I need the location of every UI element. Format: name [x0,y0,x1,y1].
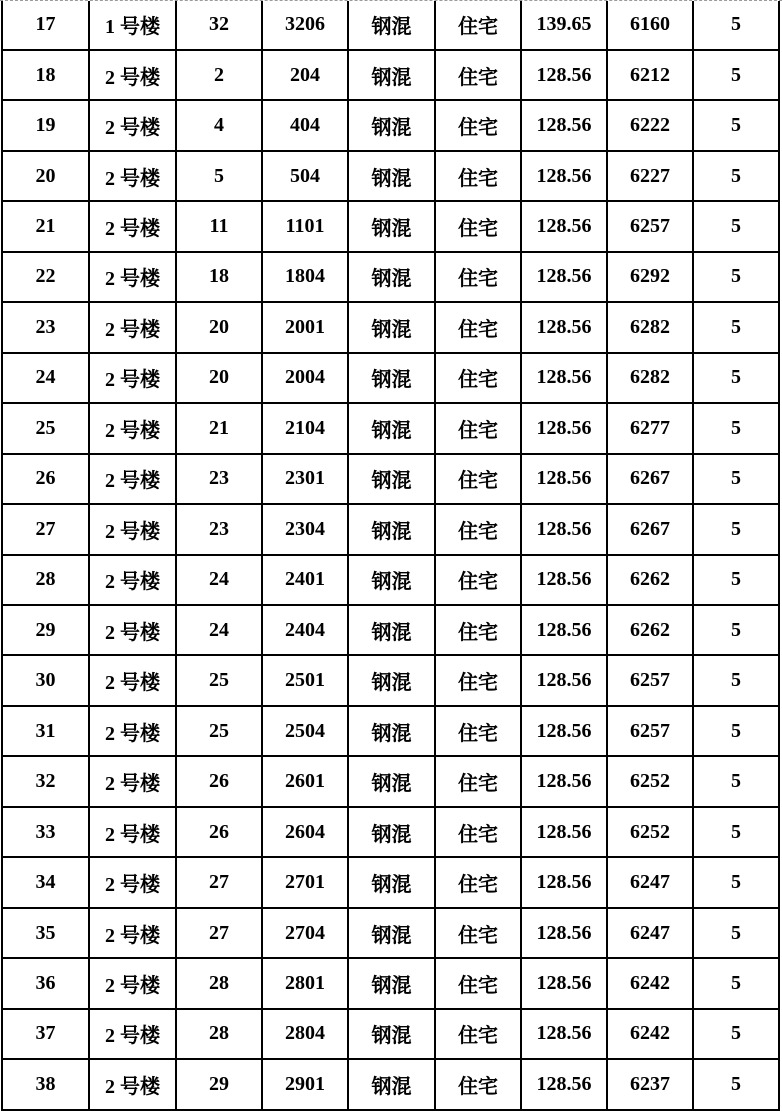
cell-floor-number: 21 [176,403,262,453]
cell-floor-number: 20 [176,353,262,403]
cell-serial-number: 19 [2,100,89,150]
cell-structure-type: 钢混 [348,403,435,453]
table-row [2,252,779,302]
cell-unit-price: 6277 [607,403,693,453]
cell-serial-number: 21 [2,201,89,251]
cell-serial-number: 27 [2,504,89,554]
table-row [2,1059,779,1110]
cell-building-name: 2 号楼 [89,100,176,150]
cell-floor-number: 20 [176,302,262,352]
cell-building-name: 2 号楼 [89,555,176,605]
cell-serial-number: 30 [2,655,89,705]
cell-area: 128.56 [521,958,607,1008]
cell-area: 128.56 [521,50,607,100]
cell-remark: 5 [693,151,779,201]
cell-structure-type: 钢混 [348,252,435,302]
cell-floor-number: 28 [176,1009,262,1059]
cell-floor-number: 27 [176,857,262,907]
table-row [2,151,779,201]
cell-remark: 5 [693,555,779,605]
cell-building-name: 2 号楼 [89,252,176,302]
cell-floor-number: 27 [176,908,262,958]
cell-floor-number: 29 [176,1059,262,1110]
cell-remark: 5 [693,454,779,504]
cell-serial-number: 17 [2,1,89,50]
table-row [2,555,779,605]
cell-remark: 5 [693,857,779,907]
table-row [2,201,779,251]
cell-unit-price: 6160 [607,1,693,50]
cell-usage-type: 住宅 [435,100,521,150]
cell-floor-number: 25 [176,706,262,756]
cell-usage-type: 住宅 [435,605,521,655]
cell-room-number: 2401 [262,555,348,605]
cell-remark: 5 [693,655,779,705]
cell-remark: 5 [693,706,779,756]
table-row [2,403,779,453]
cell-structure-type: 钢混 [348,807,435,857]
cell-room-number: 2104 [262,403,348,453]
cell-remark: 5 [693,302,779,352]
cell-building-name: 2 号楼 [89,50,176,100]
cell-remark: 5 [693,605,779,655]
cell-usage-type: 住宅 [435,302,521,352]
cell-area: 128.56 [521,302,607,352]
cell-area: 128.56 [521,807,607,857]
cell-serial-number: 28 [2,555,89,605]
cell-unit-price: 6252 [607,807,693,857]
cell-building-name: 2 号楼 [89,958,176,1008]
table-row [2,958,779,1008]
cell-floor-number: 25 [176,655,262,705]
table-row [2,50,779,100]
cell-unit-price: 6282 [607,353,693,403]
cell-usage-type: 住宅 [435,756,521,806]
cell-structure-type: 钢混 [348,201,435,251]
cell-floor-number: 26 [176,756,262,806]
cell-serial-number: 18 [2,50,89,100]
cell-remark: 5 [693,958,779,1008]
cell-room-number: 3206 [262,1,348,50]
cell-room-number: 2301 [262,454,348,504]
cell-building-name: 2 号楼 [89,1059,176,1110]
cell-unit-price: 6247 [607,857,693,907]
cell-serial-number: 29 [2,605,89,655]
cell-area: 128.56 [521,353,607,403]
cell-floor-number: 28 [176,958,262,1008]
table-row [2,302,779,352]
cell-usage-type: 住宅 [435,1059,521,1110]
cell-floor-number: 4 [176,100,262,150]
cell-remark: 5 [693,504,779,554]
cell-floor-number: 23 [176,504,262,554]
cell-room-number: 2304 [262,504,348,554]
cell-building-name: 2 号楼 [89,1009,176,1059]
cell-structure-type: 钢混 [348,1,435,50]
table-row [2,605,779,655]
cell-remark: 5 [693,1,779,50]
cell-usage-type: 住宅 [435,958,521,1008]
cell-room-number: 2804 [262,1009,348,1059]
cell-structure-type: 钢混 [348,1059,435,1110]
cell-room-number: 2704 [262,908,348,958]
cell-room-number: 204 [262,50,348,100]
cell-room-number: 2801 [262,958,348,1008]
cell-unit-price: 6262 [607,605,693,655]
cell-area: 128.56 [521,1059,607,1110]
table-row [2,353,779,403]
cell-usage-type: 住宅 [435,706,521,756]
cell-structure-type: 钢混 [348,605,435,655]
cell-structure-type: 钢混 [348,857,435,907]
cell-floor-number: 18 [176,252,262,302]
cell-usage-type: 住宅 [435,201,521,251]
housing-price-table [1,1,780,1111]
cell-room-number: 504 [262,151,348,201]
cell-unit-price: 6267 [607,504,693,554]
cell-floor-number: 23 [176,454,262,504]
cell-serial-number: 23 [2,302,89,352]
table-row [2,756,779,806]
cell-room-number: 2901 [262,1059,348,1110]
cell-area: 128.56 [521,555,607,605]
cell-floor-number: 24 [176,555,262,605]
cell-floor-number: 32 [176,1,262,50]
table-row [2,1009,779,1059]
table-row [2,504,779,554]
cell-usage-type: 住宅 [435,857,521,907]
table-row [2,100,779,150]
table-row [2,857,779,907]
cell-serial-number: 24 [2,353,89,403]
cell-unit-price: 6212 [607,50,693,100]
cell-unit-price: 6267 [607,454,693,504]
table-row [2,655,779,705]
table-row [2,908,779,958]
cell-building-name: 2 号楼 [89,706,176,756]
cell-building-name: 2 号楼 [89,302,176,352]
cell-building-name: 2 号楼 [89,151,176,201]
cell-area: 128.56 [521,151,607,201]
cell-building-name: 2 号楼 [89,756,176,806]
cell-area: 128.56 [521,252,607,302]
cell-area: 128.56 [521,857,607,907]
cell-room-number: 2004 [262,353,348,403]
cell-usage-type: 住宅 [435,1,521,50]
cell-serial-number: 32 [2,756,89,806]
cell-remark: 5 [693,1059,779,1110]
cell-room-number: 2501 [262,655,348,705]
table-body [2,1,779,1110]
cell-area: 128.56 [521,756,607,806]
cell-room-number: 2601 [262,756,348,806]
cell-remark: 5 [693,252,779,302]
cell-structure-type: 钢混 [348,756,435,806]
cell-structure-type: 钢混 [348,50,435,100]
cell-serial-number: 25 [2,403,89,453]
cell-structure-type: 钢混 [348,908,435,958]
table-row [2,807,779,857]
cell-room-number: 404 [262,100,348,150]
cell-structure-type: 钢混 [348,555,435,605]
cell-unit-price: 6257 [607,655,693,705]
cell-structure-type: 钢混 [348,302,435,352]
cell-building-name: 2 号楼 [89,605,176,655]
cell-structure-type: 钢混 [348,151,435,201]
cell-floor-number: 26 [176,807,262,857]
cell-serial-number: 35 [2,908,89,958]
cell-structure-type: 钢混 [348,454,435,504]
cell-remark: 5 [693,201,779,251]
cell-floor-number: 11 [176,201,262,251]
cell-structure-type: 钢混 [348,100,435,150]
table-row [2,1,779,50]
cell-unit-price: 6257 [607,201,693,251]
cell-serial-number: 22 [2,252,89,302]
cell-unit-price: 6252 [607,756,693,806]
cell-serial-number: 37 [2,1009,89,1059]
cell-remark: 5 [693,807,779,857]
cell-area: 128.56 [521,100,607,150]
cell-building-name: 2 号楼 [89,353,176,403]
cell-usage-type: 住宅 [435,504,521,554]
cell-unit-price: 6237 [607,1059,693,1110]
cell-usage-type: 住宅 [435,454,521,504]
cell-usage-type: 住宅 [435,252,521,302]
cell-unit-price: 6257 [607,706,693,756]
cell-building-name: 2 号楼 [89,201,176,251]
cell-structure-type: 钢混 [348,353,435,403]
cell-building-name: 1 号楼 [89,1,176,50]
cell-serial-number: 33 [2,807,89,857]
cell-area: 128.56 [521,908,607,958]
cell-usage-type: 住宅 [435,1009,521,1059]
cell-building-name: 2 号楼 [89,504,176,554]
cell-usage-type: 住宅 [435,50,521,100]
cell-unit-price: 6292 [607,252,693,302]
cell-area: 139.65 [521,1,607,50]
cell-floor-number: 2 [176,50,262,100]
cell-remark: 5 [693,50,779,100]
cell-room-number: 2701 [262,857,348,907]
cell-structure-type: 钢混 [348,1009,435,1059]
cell-structure-type: 钢混 [348,706,435,756]
cell-room-number: 2001 [262,302,348,352]
cell-building-name: 2 号楼 [89,908,176,958]
cell-room-number: 2604 [262,807,348,857]
cell-remark: 5 [693,756,779,806]
cell-unit-price: 6227 [607,151,693,201]
cell-usage-type: 住宅 [435,555,521,605]
table-row [2,454,779,504]
cell-usage-type: 住宅 [435,151,521,201]
cell-building-name: 2 号楼 [89,857,176,907]
cell-unit-price: 6222 [607,100,693,150]
cell-usage-type: 住宅 [435,403,521,453]
cell-remark: 5 [693,908,779,958]
cell-building-name: 2 号楼 [89,807,176,857]
cell-usage-type: 住宅 [435,807,521,857]
cell-floor-number: 5 [176,151,262,201]
cell-area: 128.56 [521,655,607,705]
cell-serial-number: 20 [2,151,89,201]
cell-unit-price: 6242 [607,1009,693,1059]
cell-building-name: 2 号楼 [89,655,176,705]
cell-remark: 5 [693,100,779,150]
cell-building-name: 2 号楼 [89,403,176,453]
cell-area: 128.56 [521,1009,607,1059]
cell-serial-number: 36 [2,958,89,1008]
cell-building-name: 2 号楼 [89,454,176,504]
cell-structure-type: 钢混 [348,655,435,705]
cell-unit-price: 6282 [607,302,693,352]
cell-unit-price: 6242 [607,958,693,1008]
cell-unit-price: 6247 [607,908,693,958]
cell-unit-price: 6262 [607,555,693,605]
cell-structure-type: 钢混 [348,504,435,554]
cell-serial-number: 34 [2,857,89,907]
cell-room-number: 2504 [262,706,348,756]
cell-area: 128.56 [521,504,607,554]
table-row [2,706,779,756]
cell-usage-type: 住宅 [435,353,521,403]
cell-area: 128.56 [521,605,607,655]
cell-room-number: 2404 [262,605,348,655]
cell-serial-number: 26 [2,454,89,504]
cell-remark: 5 [693,1009,779,1059]
cell-serial-number: 31 [2,706,89,756]
cell-floor-number: 24 [176,605,262,655]
cell-area: 128.56 [521,403,607,453]
cell-area: 128.56 [521,201,607,251]
cell-room-number: 1804 [262,252,348,302]
cell-structure-type: 钢混 [348,958,435,1008]
cell-serial-number: 38 [2,1059,89,1110]
cell-area: 128.56 [521,454,607,504]
cell-remark: 5 [693,353,779,403]
cell-area: 128.56 [521,706,607,756]
cell-room-number: 1101 [262,201,348,251]
cell-usage-type: 住宅 [435,655,521,705]
cell-usage-type: 住宅 [435,908,521,958]
cell-remark: 5 [693,403,779,453]
